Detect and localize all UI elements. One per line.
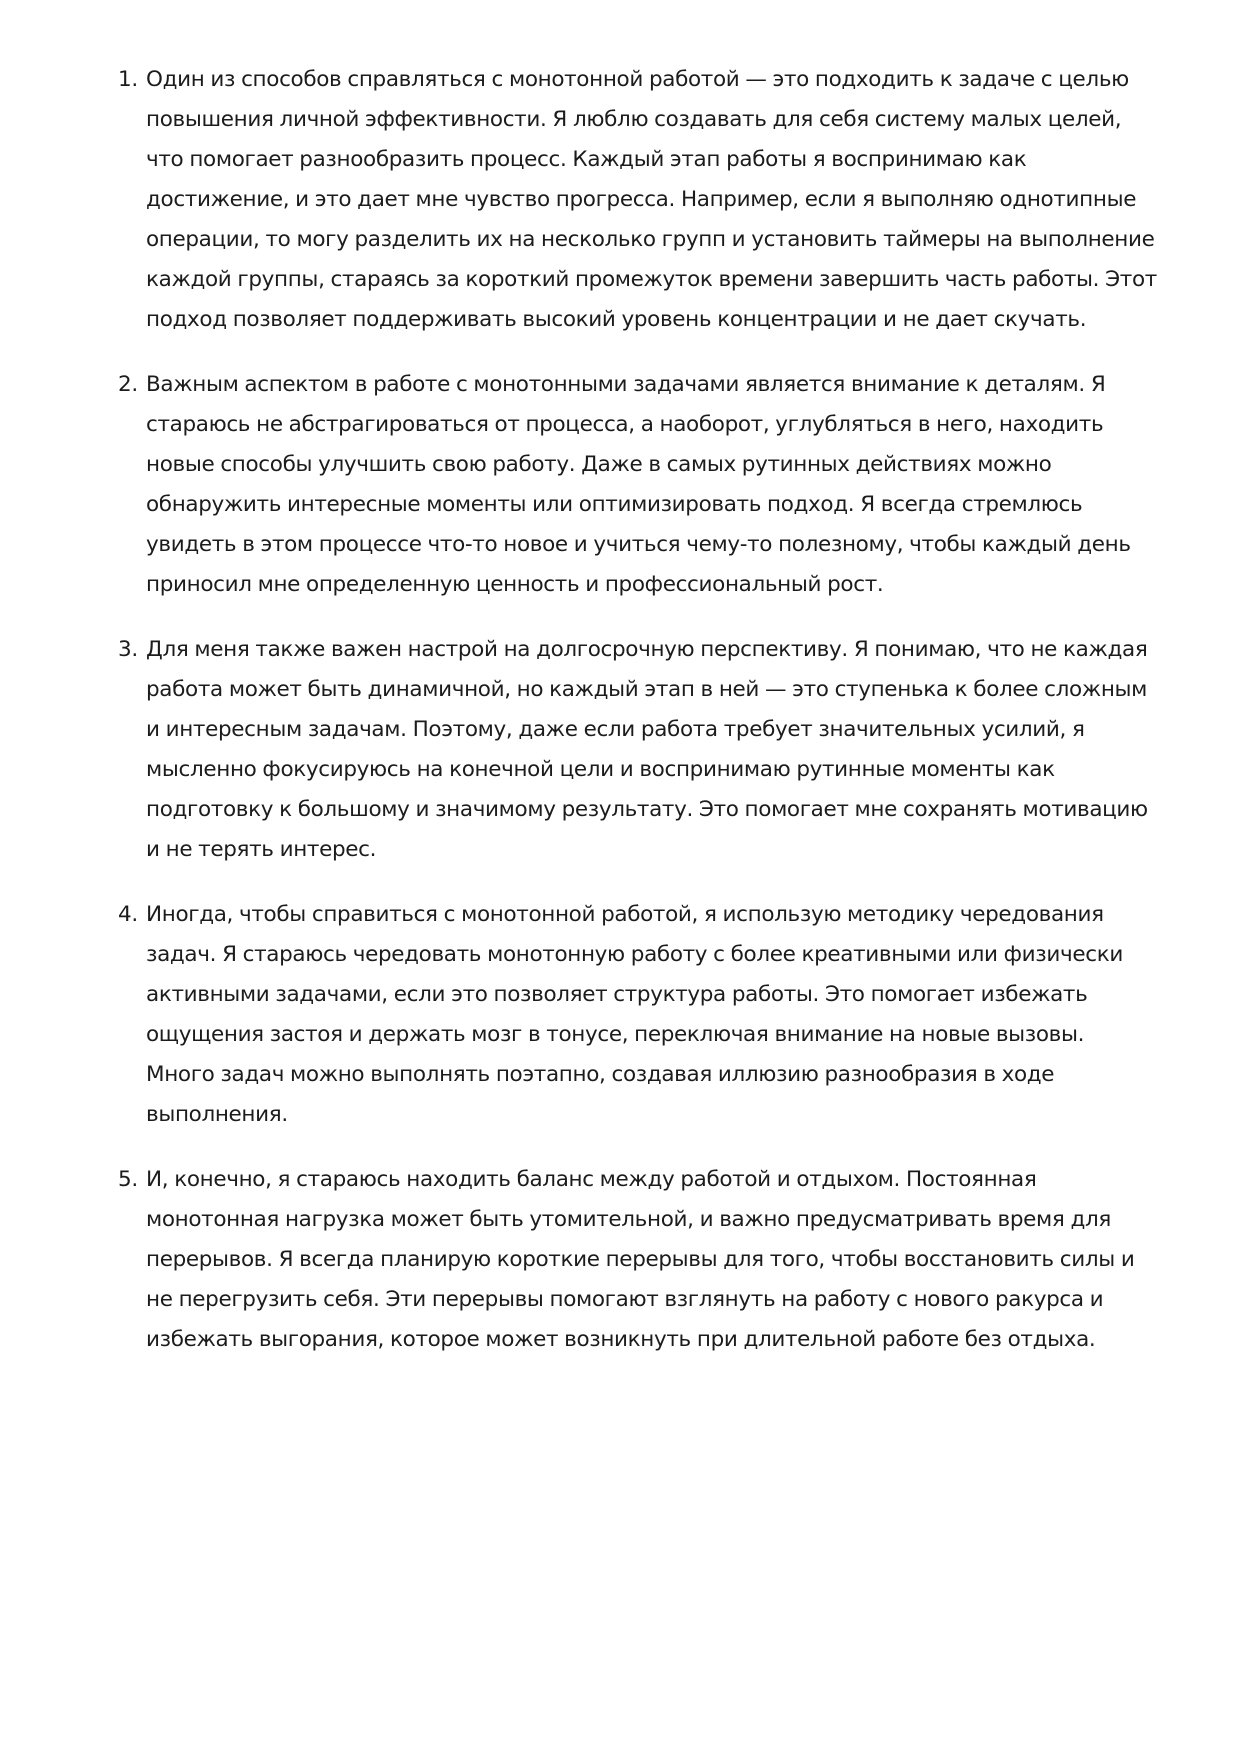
list-item — [118, 895, 1158, 1135]
list-item — [118, 1160, 1158, 1360]
list-item-text: И, конечно, я стараюсь находить баланс между работой и отдыхом. Постоянная монотонная нагрузка может быть утомительной, и важно предусматривать время для перерывов. Я всегда планирую короткие перерывы для того, чтобы восстановить силы и не перегрузить себя. Эти перерывы помогают взглянуть на работу с нового ракурса и избежать выгорания, которое может возникнуть при длительной работе без отдыха. — [146, 1167, 1135, 1352]
list-item-text: Для меня также важен настрой на долгосрочную перспективу. Я понимаю, что не каждая работа может быть динамичной, но каждый этап в ней — это ступенька к более сложным и интересным задачам. Поэтому, даже если работа требует значительных усилий, я мысленно фокусируюсь на конечной цели и воспринимаю рутинные моменты как подготовку к большому и значимому результату. Это помогает мне сохранять мотивацию и не терять интерес. — [146, 637, 1148, 862]
list-item-text: Один из способов справляться с монотонной работой — это подходить к задаче с целью повышения личной эффективности. Я люблю создавать для себя систему малых целей, что помогает разнообразить процесс. Каждый этап работы я воспринимаю как достижение, и это дает мне чувство прогресса. Например, если я выполняю однотипные операции, то могу разделить их на несколько групп и установить таймеры на выполнение каждой группы, стараясь за короткий промежуток времени завершить часть работы. Этот подход позволяет поддерживать высокий уровень концентрации и не дает скучать. — [146, 67, 1157, 332]
list-item — [118, 630, 1158, 870]
list-item-number: 3. — [118, 637, 138, 662]
list-item-text: Важным аспектом в работе с монотонными задачами является внимание к деталям. Я стараюсь не абстрагироваться от процесса, а наоборот, углубляться в него, находить новые способы улучшить свою работу. Даже в самых рутинных действиях можно обнаружить интересные моменты или оптимизировать подход. Я всегда стремлюсь увидеть в этом процессе что-то новое и учиться чему-то полезному, чтобы каждый день приносил мне определенную ценность и профессиональный рост. — [146, 372, 1131, 597]
list-item-text: Иногда, чтобы справиться с монотонной работой, я использую методику чередования задач. Я стараюсь чередовать монотонную работу с более креативными или физически активными задачами, если это позволяет структура работы. Это помогает избежать ощущения застоя и держать мозг в тонусе, переключая внимание на новые вызовы. Много задач можно выполнять поэтапно, создавая иллюзию разнообразия в ходе выполнения. — [146, 902, 1123, 1127]
list-item-number: 1. — [118, 67, 138, 92]
numbered-list — [118, 60, 1158, 1385]
list-item-number: 2. — [118, 372, 138, 397]
list-item-number: 4. — [118, 902, 138, 927]
list-item — [118, 365, 1158, 605]
list-item-number: 5. — [118, 1167, 138, 1192]
list-item — [118, 60, 1158, 340]
